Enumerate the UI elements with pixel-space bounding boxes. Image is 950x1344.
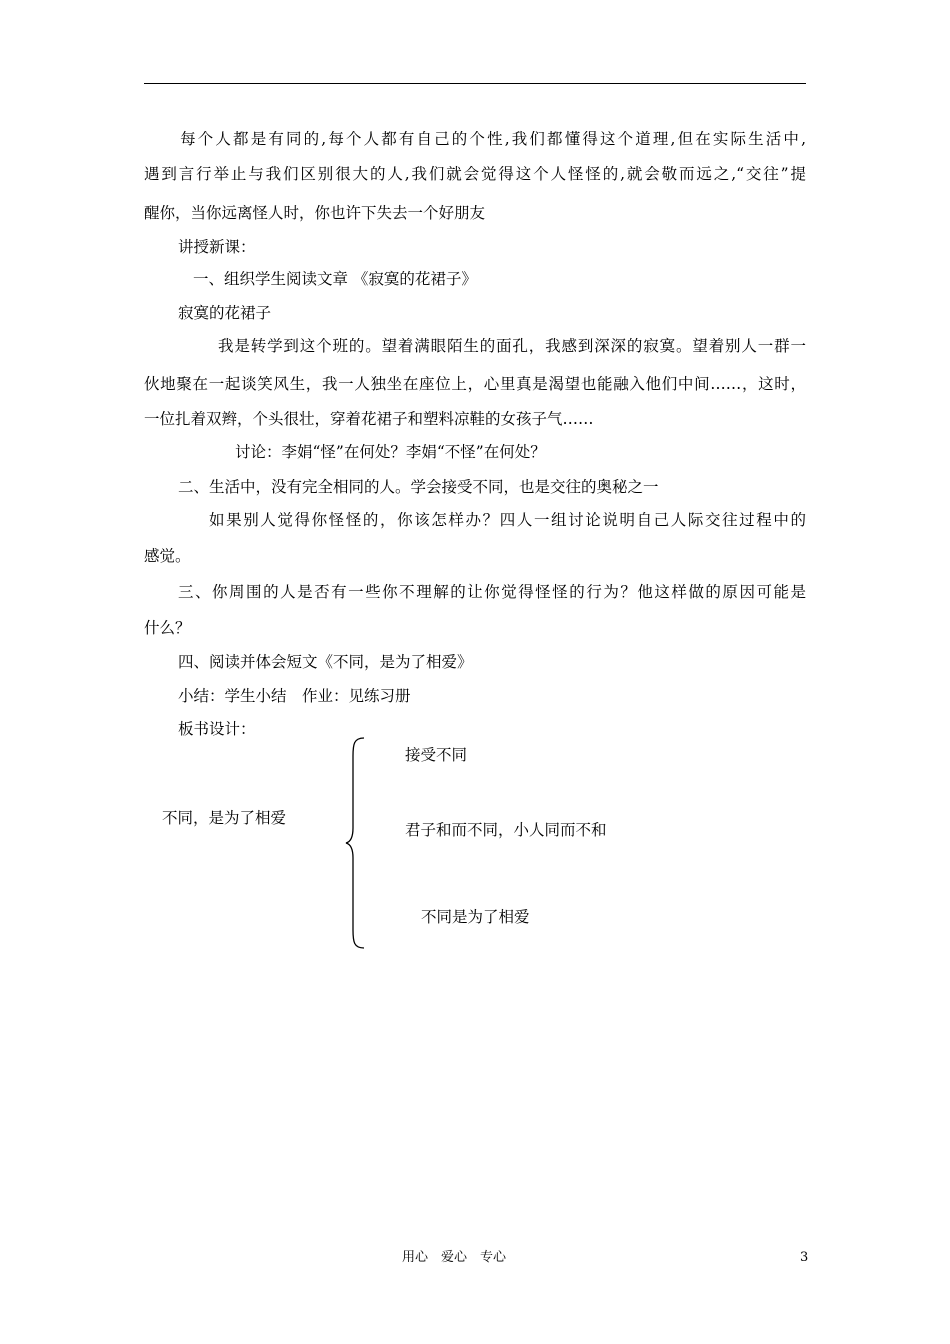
page-number: 3 [800,1250,809,1265]
section1-heading: 一、组织学生阅读文章 《寂寞的花裙子》 [193,270,477,288]
section4-heading: 四、阅读并体会短文《不同，是为了相爱》 [178,653,473,671]
discussion-question: 讨论：李娟“怪”在何处？李娟“不怪”在何处？ [235,443,546,461]
story-title: 寂寞的花裙子 [178,304,272,322]
board-right-item-1: 接受不同 [405,746,468,764]
lesson-heading: 讲授新课： [178,238,256,256]
curly-brace-icon [344,736,368,950]
section2-line-1: 如果别人觉得你怪怪的，你该怎样办？四人一组讨论说明自己人际交往过程中的 [209,511,806,529]
board-design-label: 板书设计： [178,720,256,738]
intro-paragraph-line-1: 每个人都是有同的,每个人都有自己的个性,我们都懂得这个道理,但在实际生活中, [178,130,806,148]
summary-line: 小结：学生小结 作业：见练习册 [178,687,411,705]
board-left-text: 不同，是为了相爱 [162,809,287,827]
story-line-3: 一位扎着双辫，个头很壮，穿着花裙子和塑料凉鞋的女孩子气…… [144,410,594,428]
section2-line-2: 感觉。 [144,547,191,565]
header-rule [144,83,806,84]
intro-paragraph-line-3: 醒你，当你远离怪人时，你也许下失去一个好朋友 [144,204,486,222]
board-right-item-3: 不同是为了相爱 [421,908,530,926]
section3-line-2: 什么？ [144,619,191,637]
footer-motto: 用心 爱心 专心 [402,1250,507,1265]
story-line-1: 我是转学到这个班的。望着满眼陌生的面孔，我感到深深的寂寞。望着别人一群一 [218,337,806,355]
section2-heading: 二、生活中，没有完全相同的人。学会接受不同，也是交往的奥秘之一 [178,478,659,496]
story-line-2: 伙地聚在一起谈笑风生，我一人独坐在座位上，心里真是渴望也能融入他们中间……，这时， [144,375,806,393]
section3-line-1: 三、你周围的人是否有一些你不理解的让你觉得怪怪的行为？他这样做的原因可能是 [178,583,806,601]
intro-paragraph-line-2: 遇到言行举止与我们区别很大的人,我们就会觉得这个人怪怪的,就会敬而远之,“交往”提 [144,165,806,183]
board-right-item-2: 君子和而不同，小人同而不和 [405,821,607,839]
